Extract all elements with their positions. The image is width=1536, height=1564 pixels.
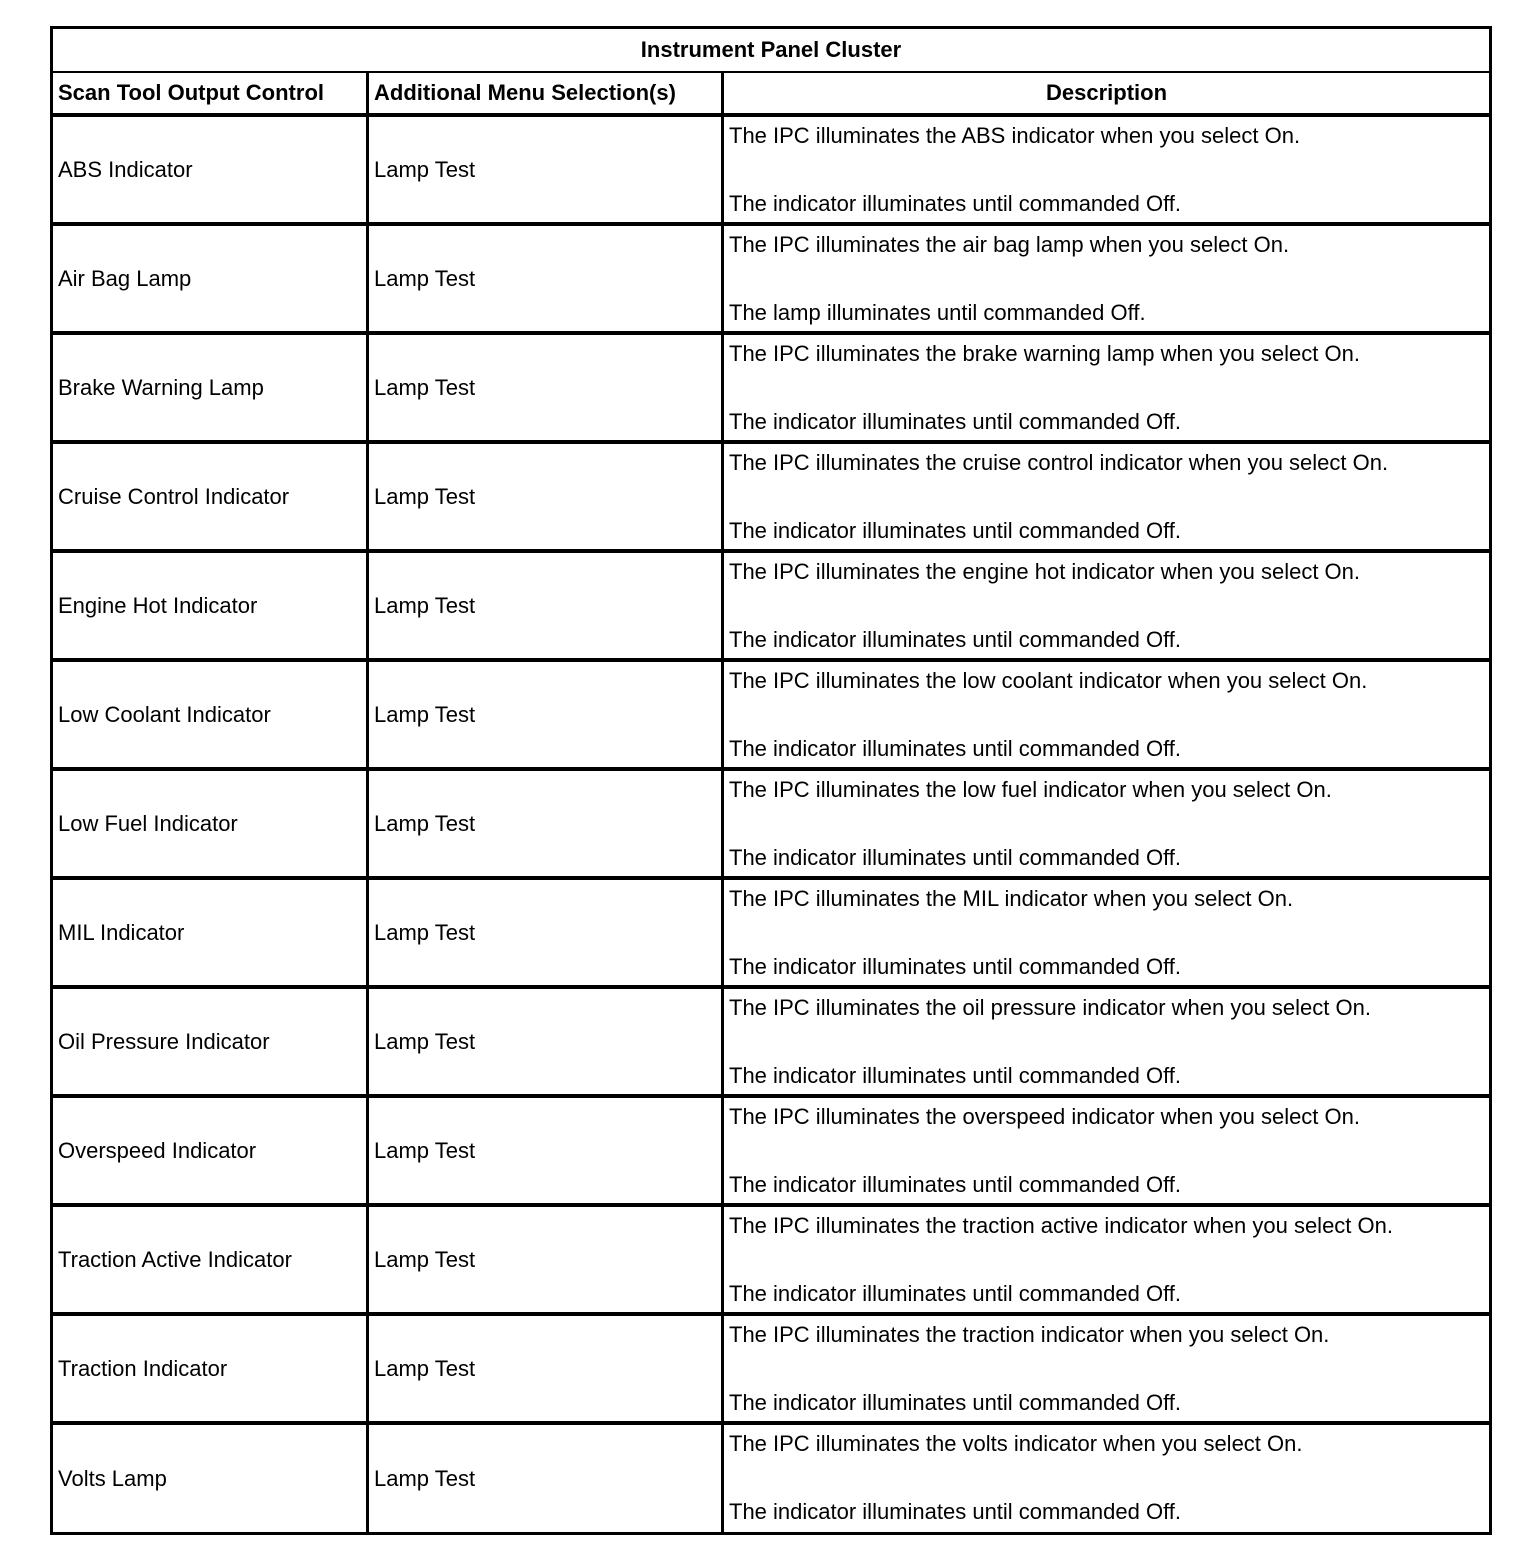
table-body (53, 117, 1489, 1532)
header-description: Description (1045, 80, 1168, 105)
table-row (53, 226, 1489, 335)
cell-description (724, 1098, 1489, 1203)
description-line-1: The IPC illuminates the low fuel indicator when you select On. (729, 777, 1332, 802)
description-line-2: The indicator illuminates until commanded Off. (729, 1172, 1182, 1197)
cell-control: Air Bag Lamp (53, 226, 369, 331)
description-line-1: The IPC illuminates the low coolant indicator when you select On. (729, 668, 1368, 693)
cell-description (724, 1316, 1489, 1421)
description-line-1: The IPC illuminates the traction active indicator when you select On. (729, 1213, 1393, 1238)
description-line-1: The IPC illuminates the brake warning lamp when you select On. (729, 341, 1360, 366)
cell-menu-selection: Lamp Test (369, 880, 724, 985)
cell-control: Traction Indicator (53, 1316, 369, 1421)
cell-description (724, 771, 1489, 876)
cell-menu-selection: Lamp Test (369, 117, 724, 222)
cell-description (724, 117, 1489, 222)
description-line-2: The indicator illuminates until commanded Off. (729, 845, 1182, 870)
table-row (53, 1316, 1489, 1425)
cell-control: Traction Active Indicator (53, 1207, 369, 1312)
description-line-2: The indicator illuminates until commanded Off. (729, 627, 1182, 652)
cell-control: Oil Pressure Indicator (53, 989, 369, 1094)
description-line-2: The indicator illuminates until commanded Off. (729, 1281, 1182, 1306)
description-line-1: The IPC illuminates the engine hot indicator when you select On. (729, 559, 1361, 584)
cell-menu-selection: Lamp Test (369, 1098, 724, 1203)
cell-control: Overspeed Indicator (53, 1098, 369, 1203)
cell-description (724, 335, 1489, 440)
description-line-1: The IPC illuminates the traction indicator when you select On. (729, 1322, 1330, 1347)
table-row (53, 117, 1489, 226)
cell-control: Low Fuel Indicator (53, 771, 369, 876)
table-row (53, 662, 1489, 771)
table-row (53, 1207, 1489, 1316)
cell-menu-selection: Lamp Test (369, 1316, 724, 1421)
table-row (53, 989, 1489, 1098)
cell-menu-selection: Lamp Test (369, 553, 724, 658)
table-row (53, 335, 1489, 444)
table-row (53, 1098, 1489, 1207)
cell-control: Low Coolant Indicator (53, 662, 369, 767)
cell-description (724, 1425, 1489, 1532)
cell-menu-selection: Lamp Test (369, 662, 724, 767)
cell-control: Brake Warning Lamp (53, 335, 369, 440)
cell-menu-selection: Lamp Test (369, 989, 724, 1094)
description-line-2: The indicator illuminates until commanded Off. (729, 954, 1182, 979)
description-line-2: The indicator illuminates until commanded Off. (729, 1499, 1182, 1524)
instrument-panel-cluster-table (50, 26, 1492, 1535)
table-row (53, 880, 1489, 989)
description-line-1: The IPC illuminates the volts indicator when you select On. (729, 1431, 1303, 1456)
cell-menu-selection: Lamp Test (369, 1207, 724, 1312)
header-additional-menu-selections: Additional Menu Selection(s) (369, 73, 724, 113)
table-row (53, 1425, 1489, 1532)
cell-control: Engine Hot Indicator (53, 553, 369, 658)
cell-description (724, 1207, 1489, 1312)
cell-menu-selection: Lamp Test (369, 335, 724, 440)
cell-description (724, 989, 1489, 1094)
header-row (53, 73, 1489, 117)
description-line-1: The IPC illuminates the MIL indicator when you select On. (729, 886, 1294, 911)
description-line-1: The IPC illuminates the air bag lamp when you select On. (729, 232, 1290, 257)
cell-menu-selection: Lamp Test (369, 1425, 724, 1532)
cell-control: Volts Lamp (53, 1425, 369, 1532)
table-row (53, 771, 1489, 880)
description-line-2: The indicator illuminates until commanded Off. (729, 409, 1182, 434)
table-row (53, 553, 1489, 662)
cell-description (724, 553, 1489, 658)
description-line-1: The IPC illuminates the overspeed indicator when you select On. (729, 1104, 1360, 1129)
description-line-2: The indicator illuminates until commanded Off. (729, 736, 1182, 761)
cell-control: Cruise Control Indicator (53, 444, 369, 549)
description-line-1: The IPC illuminates the ABS indicator when you select On. (729, 123, 1301, 148)
table-title: Instrument Panel Cluster (53, 29, 1489, 73)
cell-menu-selection: Lamp Test (369, 771, 724, 876)
description-line-2: The indicator illuminates until commanded Off. (729, 1063, 1182, 1088)
cell-description (724, 444, 1489, 549)
description-line-2: The indicator illuminates until commanded Off. (729, 191, 1182, 216)
description-line-2: The lamp illuminates until commanded Off. (729, 300, 1146, 325)
cell-control: MIL Indicator (53, 880, 369, 985)
cell-description (724, 880, 1489, 985)
cell-control: ABS Indicator (53, 117, 369, 222)
table-row (53, 444, 1489, 553)
cell-menu-selection: Lamp Test (369, 444, 724, 549)
description-line-1: The IPC illuminates the oil pressure indicator when you select On. (729, 995, 1371, 1020)
cell-description (724, 662, 1489, 767)
cell-description (724, 226, 1489, 331)
description-line-2: The indicator illuminates until commanded Off. (729, 518, 1182, 543)
description-line-2: The indicator illuminates until commanded Off. (729, 1390, 1182, 1415)
cell-menu-selection: Lamp Test (369, 226, 724, 331)
description-line-1: The IPC illuminates the cruise control indicator when you select On. (729, 450, 1389, 475)
header-scan-tool-output-control: Scan Tool Output Control (53, 73, 369, 113)
